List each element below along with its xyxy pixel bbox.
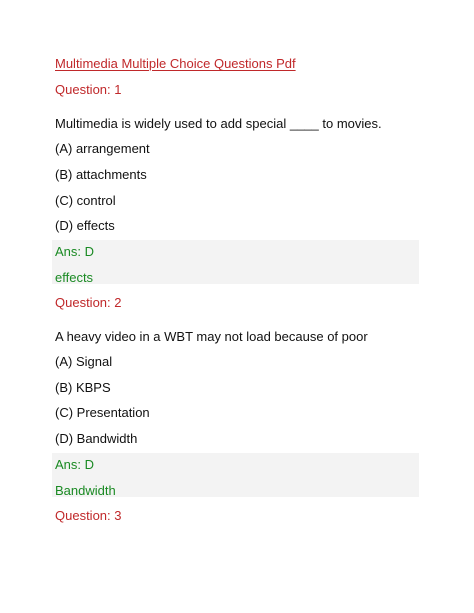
option-c: (C) Presentation: [55, 405, 150, 420]
option-d: (D) effects: [55, 218, 115, 233]
option-b: (B) attachments: [55, 167, 147, 182]
answer-label: Ans: D: [55, 244, 95, 259]
option-a: (A) Signal: [55, 354, 113, 369]
question-heading: Question: 2: [55, 295, 122, 310]
answer-label: Ans: D: [55, 457, 95, 472]
document-title: Multimedia Multiple Choice Questions Pdf: [55, 56, 296, 71]
question-heading: Question: 1: [55, 82, 122, 97]
question-text: A heavy video in a WBT may not load because of poor: [55, 329, 368, 344]
question-text: Multimedia is widely used to add special ____ to movies.: [55, 116, 382, 131]
answer-text: Bandwidth: [55, 483, 116, 498]
answer-highlight: [52, 240, 419, 284]
question-heading: Question: 3: [55, 508, 122, 523]
option-b: (B) KBPS: [55, 380, 111, 395]
option-a: (A) arrangement: [55, 141, 150, 156]
option-d: (D) Bandwidth: [55, 431, 138, 446]
option-c: (C) control: [55, 193, 116, 208]
answer-text: effects: [55, 270, 94, 285]
